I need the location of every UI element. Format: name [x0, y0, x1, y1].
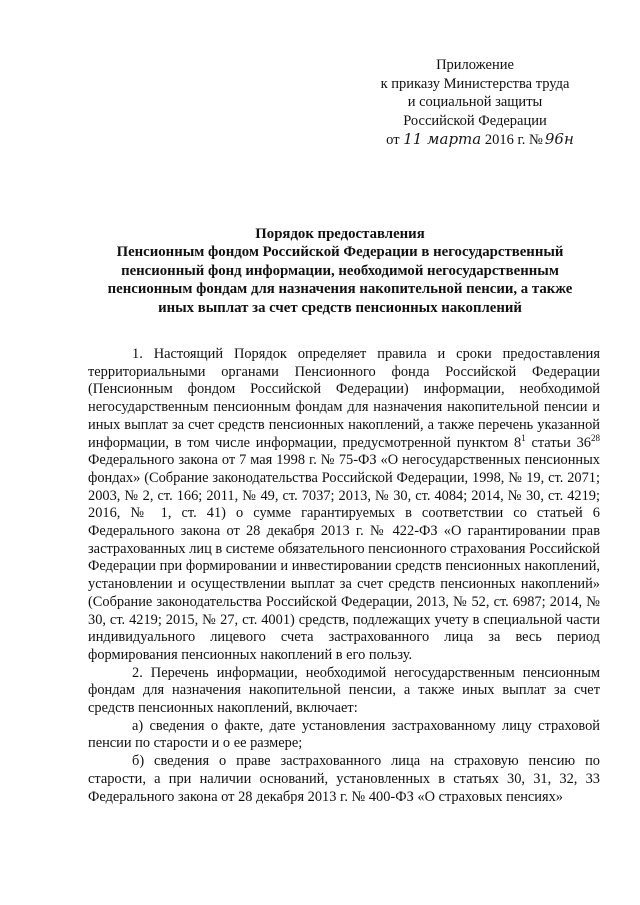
- appendix-header: [340, 56, 610, 150]
- handwritten-order-number: 96н: [544, 130, 574, 149]
- country-name: Российской Федерации: [403, 112, 547, 129]
- document-title: [80, 225, 600, 317]
- paragraph-1: [88, 346, 600, 665]
- subparagraph-b: б) сведения о праве застрахованного лица на страховую пенсию по старости, а при наличии оснований, установленных в статьях 30, 31, 32, 33 Федерального закона от 28 декабря 2013 г. № 400-ФЗ «О страховых пенсиях»: [88, 753, 600, 805]
- title-line-2: Пенсионным фондом Российской Федерации в негосударственный: [116, 244, 564, 261]
- document-body: [88, 346, 600, 806]
- ot-label: от: [386, 132, 400, 149]
- title-line-3: пенсионный фонд информации, необходимой негосударственным: [121, 262, 559, 279]
- title-line-5: иных выплат за счет средств пенсионных накоплений: [158, 299, 522, 316]
- paragraph-1-text-a: 1. Настоящий Порядок определяет правила и сроки предоставления территориальными органами Пенсионного фонда Российской Федерации (Пенсионным фондом Российской Федерации) информации, необходимой негосударственным пенсионным фондам для назначения накопительной пенсии и иных выплат за счет средств пенсионных накоплений, а также перечень указанной информации, в том числе информации, предусмотренной пунктом 8: [88, 346, 600, 451]
- title-line-4: пенсионным фондам для назначения накопительной пенсии, а также: [107, 281, 573, 298]
- handwritten-date: 11 марта: [403, 130, 482, 149]
- superscript-28: 28: [591, 432, 601, 443]
- paragraph-2: 2. Перечень информации, необходимой негосударственным пенсионным фондам для назначения накопительной пенсии, а также иных выплат за счет средств пенсионных накоплений, включает:: [88, 664, 600, 717]
- superscript-1: 1: [521, 432, 526, 443]
- number-label: №: [529, 132, 543, 149]
- title-line-1: Порядок предоставления: [255, 226, 425, 242]
- paragraph-1-text-b: статьи 36: [525, 434, 592, 451]
- order-year: 2016 г.: [484, 132, 526, 149]
- appendix-label: Приложение: [436, 57, 514, 73]
- paragraph-1-text-c: Федерального закона от 7 мая 1998 г. № 75-ФЗ «О негосударственных пенсионных фондах» (Собрание законодательства Российской Федерации, 1998, № 19, ст. 2071; 2003, № 2, ст. 166; 2011, № 49, ст. 7037; 2013, № 30, ст. 4084; 2014, № 30, ст. 4219; 2016, № 1, ст. 41) о сумме гарантируемых в соответствии со статьей 6 Федерального закона от 28 декабря 2013 г. № 422-ФЗ «О гарантировании прав застрахованных лиц в системе обязательного пенсионного страхования Российской Федерации при формировании и инвестировании средств пенсионных накоплений, установлении и осуществлении выплат за счет средств пенсионных накоплений» (Собрание законодательства Российской Федерации, 2013, № 52, ст. 6987; 2014, № 30, ст. 4219; 2015, № 27, ст. 4001) средств, подлежащих учету в специальной части индивидуального лицевого счета застрахованного лица за весь период формирования пенсионных накоплений в его пользу.: [88, 452, 600, 663]
- subparagraph-a: а) сведения о факте, дате установления застрахованному лицу страховой пенсии по старости и о ее размере;: [88, 717, 600, 752]
- ministry-name: и социальной защиты: [407, 94, 543, 111]
- order-reference: к приказу Министерства труда: [380, 75, 570, 92]
- order-date-number-line: [350, 130, 610, 150]
